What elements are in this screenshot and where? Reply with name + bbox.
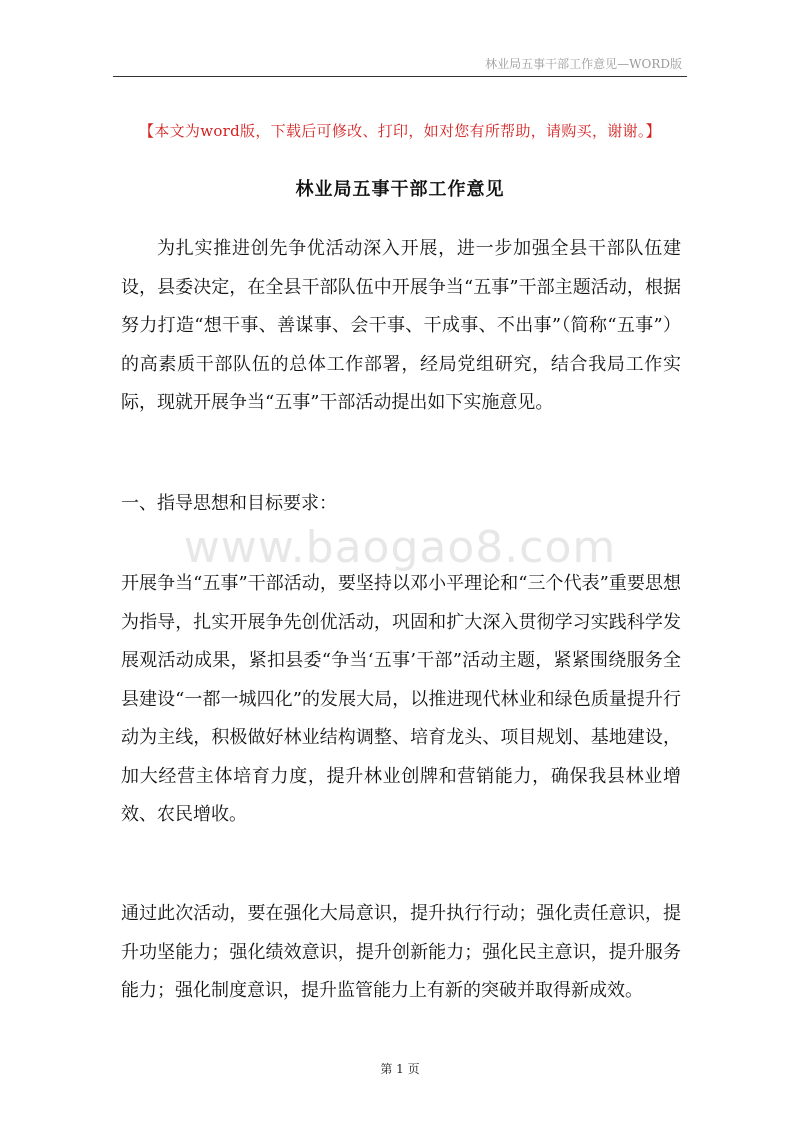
document-title: 林业局五事干部工作意见 — [295, 179, 505, 200]
intro-paragraph: 为扎实推进创先争优活动深入开展，进一步加强全县干部队伍建设，县委决定，在全县干部队伍中开展争当“五事”干部主题活动，根据努力打造“想干事、善谋事、会干事、干成事、不出事”（简称“五事”）的高素质干部队伍的总体工作部署，经局党组研究，结合我局工作实际，现就开展争当“五事”干部活动提出如下实施意见。 — [121, 238, 681, 413]
section-heading: 一、指导思想和目标要求： — [121, 493, 337, 514]
goals-paragraph: 通过此次活动，要在强化大局意识，提升执行行动；强化责任意识，提升功坚能力；强化绩效意识，提升创新能力；强化民主意识，提升服务能力；强化制度意识，提升监管能力上有新的突破并取得新成效。 — [121, 903, 681, 1001]
watermark-text: www.baogao8.com — [183, 522, 617, 573]
guiding-ideology-paragraph: 开展争当“五事”干部活动，要坚持以邓小平理论和“三个代表”重要思想为指导，扎实开展争先创优活动，巩固和扩大深入贯彻学习实践科学发展观活动成果，紧扣县委“争当‘五事’干部”活动主题，紧紧围绕服务全县建设“一都一城四化”的发展大局，以推进现代林业和绿色质量提升行动为主线，积极做好林业结构调整、培育龙头、项目规划、基地建设，加大经营主体培育力度，提升林业创牌和营销能力，确保我县林业增效、农民增收。 — [121, 573, 681, 825]
header-divider — [113, 76, 687, 77]
purchase-notice: 【本文为word版，下载后可修改、打印，如对您有所帮助，请购买，谢谢。】 — [139, 122, 661, 140]
running-header: 林业局五事干部工作意见—WORD版 — [485, 57, 682, 71]
page-number: 第 1 页 — [380, 1062, 420, 1076]
